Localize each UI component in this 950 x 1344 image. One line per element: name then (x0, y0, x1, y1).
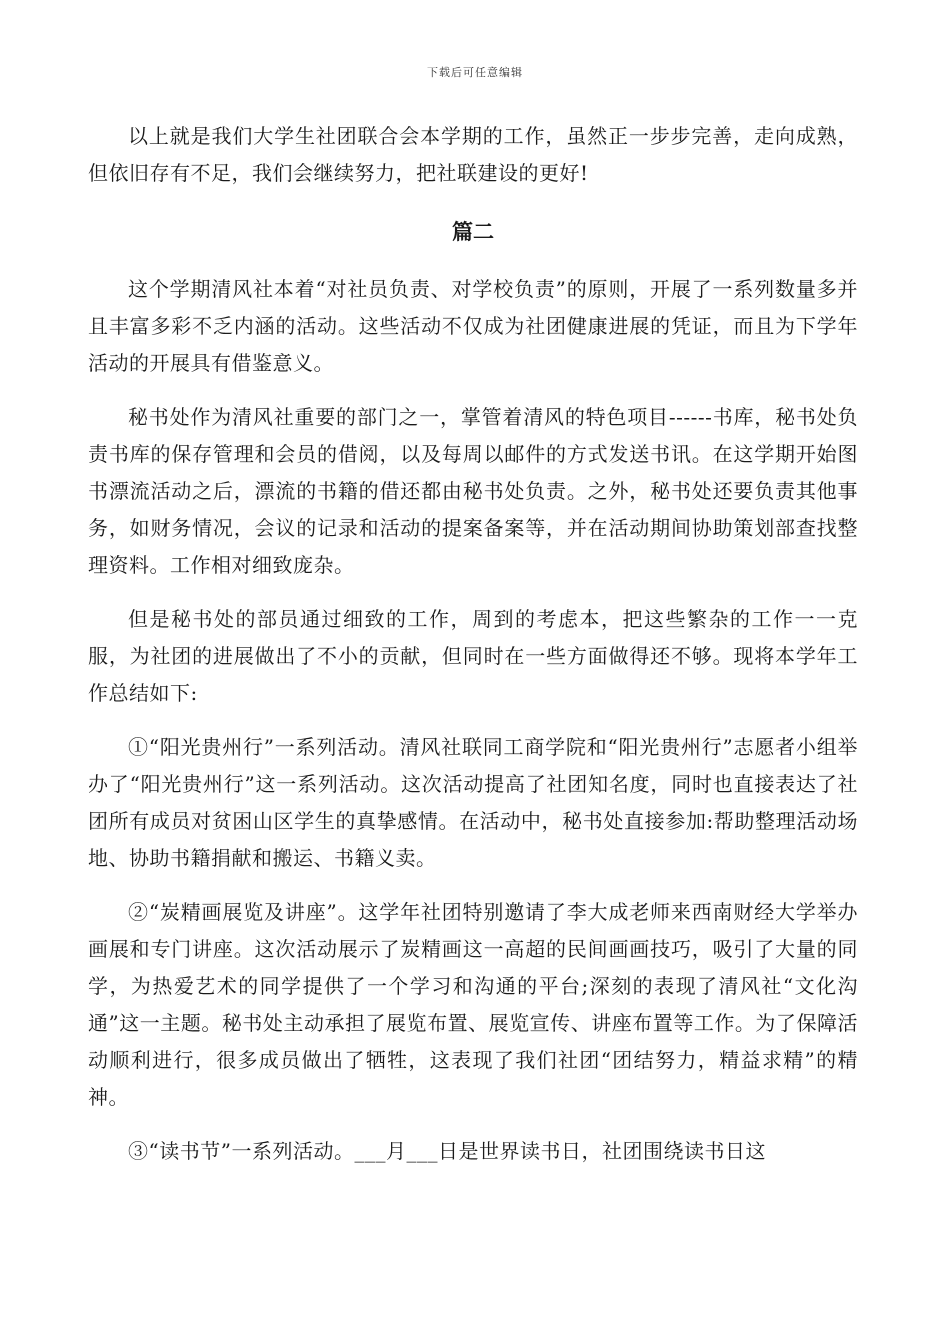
section-title: 篇二 (452, 220, 494, 244)
paragraph-item-3: ③“读书节”一系列活动。___月___日是世界读书日，社团围绕读书日这 (128, 1139, 766, 1163)
paragraph-summary-lead: 但是秘书处的部员通过细致的工作，周到的考虑本，把这些繁杂的工作一一克服，为社团的进展做出了不小的贡献，但同时在一些方面做得还不够。现将本学年工作总结如下: (88, 607, 858, 705)
header-note: 下载后可任意编辑 (427, 66, 523, 79)
paragraph-item-1: ①“阳光贵州行”一系列活动。清风社联同工商学院和“阳光贵州行”志愿者小组举办了“阳光贵州行”这一系列活动。这次活动提高了社团知名度，同时也直接表达了社团所有成员对贫困山区学生的真挚感情。在活动中，秘书处直接参加:帮助整理活动场地、协助书籍捐献和搬运、书籍义卖。 (88, 735, 858, 870)
paragraph-closing: 以上就是我们大学生社团联合会本学期的工作，虽然正一步步完善，走向成熟，但依旧存有不足，我们会继续努力，把社联建设的更好! (88, 124, 858, 185)
paragraph-secretariat-role: 秘书处作为清风社重要的部门之一，掌管着清风的特色项目------书库，秘书处负责书库的保存管理和会员的借阅，以及每周以邮件的方式发送书讯。在这学期开始图书漂流活动之后，漂流的书籍的借还都由秘书处负责。之外，秘书处还要负责其他事务，如财务情况，会议的记录和活动的提案备案等，并在活动期间协助策划部查找整理资料。工作相对细致庞杂。 (88, 405, 858, 577)
paragraph-intro: 这个学期清风社本着“对社员负责、对学校负责”的原则，开展了一系列数量多并且丰富多彩不乏内涵的活动。这些活动不仅成为社团健康进展的凭证，而且为下学年活动的开展具有借鉴意义。 (88, 277, 858, 375)
paragraph-item-2: ②“炭精画展览及讲座”。这学年社团特别邀请了李大成老师来西南财经大学举办画展和专门讲座。这次活动展示了炭精画这一高超的民间画画技巧，吸引了大量的同学，为热爱艺术的同学提供了一个学习和沟通的平台;深刻的表现了清风社“文化沟通”这一主题。秘书处主动承担了展览布置、展览宣传、讲座布置等工作。为了保障活动顺利进行，很多成员做出了牺牲，这表现了我们社团“团结努力，精益求精”的精神。 (88, 900, 858, 1109)
document-body (88, 118, 858, 1187)
